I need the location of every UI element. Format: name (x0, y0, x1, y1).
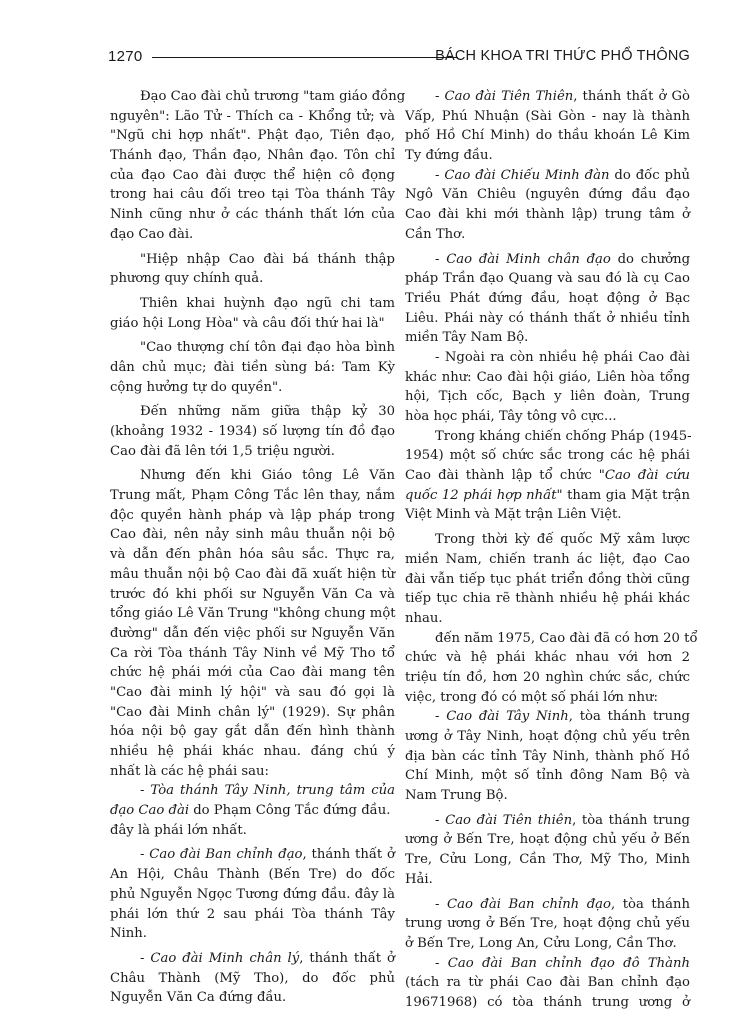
text-line: - Tòa thánh Tây Ninh, trung tâm của (140, 783, 395, 799)
text-line: hội, Tịch cốc, Bạch y liên đoàn, Trung (405, 389, 690, 405)
text-line: Thiên khai huỳnh đạo ngũ chi tam (140, 295, 395, 311)
text-line: Cao đài, nên nảy sinh mâu thuẫn nội bộ (110, 527, 395, 543)
text-line: - Cao đài Minh chân lý, thánh thất ở (140, 950, 395, 966)
left-column (110, 87, 406, 1008)
text-line: đài vẫn tiếp tục phát triển đồng thời cũng (405, 571, 690, 587)
text-line: - Cao đài Chiếu Minh đàn do đốc phủ (435, 167, 690, 183)
text-line: Ty đứng đầu. (405, 148, 493, 164)
text-line: - Ngoài ra còn nhiều hệ phái Cao đài (435, 349, 690, 365)
text-line: tiếp tục chia rẽ thành nhiều hệ phái khác (405, 591, 690, 607)
text-line: ở Bến Tre, Long An, Cửu Long, Cần Thơ. (405, 935, 677, 951)
text-line: ương ở Tây Ninh, hoạt động chủ yếu trên (405, 729, 690, 744)
text-line: Ninh cũng như ở các thánh thất lớn của (110, 207, 395, 223)
text-line: đạo Cao đài do Phạm Công Tắc đứng đầu. (110, 803, 391, 819)
text-line: Ninh. (110, 926, 147, 942)
right-column (405, 87, 698, 1013)
text-line: Cần Thơ. (405, 226, 466, 242)
text-line: chức hệ phái mới của Cao đài mang tên (110, 665, 395, 681)
text-line: Nguyễn Văn Ca đứng đầu. (110, 990, 287, 1006)
running-title: BÁCH KHOA TRI THỨC PHỔ THÔNG (435, 48, 690, 64)
text-line: địa bàn các tỉnh Tây Ninh, thành phố Hồ (405, 748, 690, 764)
text-line: nguyên": Lão Tử - Thích ca - Khổng tử; và (110, 108, 395, 124)
text-line: "Ngũ chi hợp nhất". Phật đạo, Tiên đạo, (110, 128, 395, 144)
text-line: Cao đài khi mới thành lập) trung tâm ở (405, 207, 690, 223)
text-line: đến năm 1975, Cao đài đã có hơn 20 tổ (435, 630, 698, 646)
text-line: nhất là các hệ phái sau: (110, 763, 269, 779)
text-line: việc, trong đó có một số phái lớn như: (405, 689, 658, 705)
text-line: Trong thời kỳ đế quốc Mỹ xâm lược (435, 532, 690, 548)
text-line: "Hiệp nhập Cao đài bá thánh thập (140, 251, 395, 267)
text-line: - Cao đài Ban chỉnh đạo, thánh thất ở (140, 847, 395, 863)
text-line: 1954) một số chức sắc trong các hệ phái (405, 448, 690, 464)
text-line: Châu Thành (Mỹ Tho), do đốc phủ (110, 970, 395, 986)
text-line: nhiều hệ phái khác nhau. đáng chú ý (110, 744, 395, 759)
text-line: giáo hội Long Hòa" và câu đối thứ hai là" (110, 315, 385, 331)
text-line: Trong kháng chiến chống Pháp (1945- (435, 428, 692, 444)
text-line: cộng hưởng tự do quyền". (110, 379, 283, 395)
text-line: Ca rời Tòa thánh Tây Ninh về Mỹ Tho tổ (110, 645, 395, 661)
text-line: - Cao đài Tây Ninh, tòa thánh trung (435, 709, 691, 725)
text-line: dân chủ mục; đài tiền sùng bá: Tam Kỳ (110, 359, 395, 375)
text-line: ương ở Bến Tre, hoạt động chủ yếu ở Bến (405, 832, 690, 848)
text-line: độc quyền hành pháp và lập pháp trong (110, 507, 395, 523)
text-line: hòa học phái, Tây tông vô cực... (405, 409, 617, 424)
text-line: và dẫn đến phân hóa sâu sắc. Thực ra, (110, 547, 395, 563)
text-line: Trung mất, Phạm Công Tắc lên thay, nắm (110, 488, 395, 504)
text-line: Liêu. Phái này có thánh thất ở nhiều tỉnh (405, 310, 690, 326)
text-line: - Cao đài Ban chỉnh đạo, tòa thánh (435, 896, 690, 912)
text-line: phương quy chính quả. (110, 271, 264, 287)
page-number: 1270 (108, 48, 143, 65)
text-line: Hải. (405, 871, 433, 887)
text-line: của đạo Cao đài được thể hiện cô đọng (110, 167, 395, 183)
text-line: hóa nội bộ gay gắt dẫn đến hình thành (110, 724, 395, 740)
text-line: (khoảng 1932 - 1934) số lượng tín đồ đạo (110, 424, 395, 439)
text-line: miền Tây Nam Bộ. (405, 330, 529, 346)
text-line: "Cao đài Minh chân lý" (1929). Sự phân (110, 704, 395, 720)
text-line: Vấp, Phú Nhuận (Sài Gòn - nay là thành (405, 108, 690, 124)
text-line: nhau. (405, 610, 443, 626)
text-line: Nhưng đến khi Giáo tông Lê Văn (140, 468, 395, 484)
page-header (108, 46, 690, 70)
text-line: - Cao đài Tiên Thiên, thánh thất ở Gò (435, 89, 690, 104)
text-line: An Hội, Châu Thành (Bến Tre) do đốc (110, 867, 395, 883)
text-line: (tách ra từ phái Cao đài Ban chỉnh đạo (405, 975, 690, 991)
text-line: trung ương ở Bến Tre, hoạt động chủ yếu (405, 916, 690, 932)
text-line: Nam Trung Bộ. (405, 788, 508, 804)
text-line: khác như: Cao đài hội giáo, Liên hòa tổng (405, 369, 690, 385)
text-line: trước đó khi phối sư Nguyễn Văn Ca và (110, 586, 395, 602)
text-line: phủ Nguyễn Ngọc Tương đứng đầu. đây là (110, 886, 395, 902)
text-line: trong hai câu đối treo tại Tòa thánh Tây (110, 187, 395, 203)
text-line: phái lớn thứ 2 sau phái Tòa thánh Tây (110, 906, 395, 922)
text-line: quốc 12 phái hợp nhất" tham gia Mặt trận (405, 487, 690, 503)
text-line: Chí Minh, một số tỉnh đông Nam Bộ và (405, 768, 690, 784)
text-line: miền Nam, chiến tranh ác liệt, đạo Cao (405, 551, 690, 567)
text-line: Ngô Văn Chiêu (nguyên đứng đầu đạo (405, 187, 690, 203)
text-line: tổng giáo Lê Văn Trung "không chung một (110, 606, 396, 622)
text-line: pháp Trần đạo Quang và sau đó là cụ Cao (405, 271, 690, 287)
text-line: - Cao đài Tiên thiên, tòa thánh trung (435, 812, 691, 828)
text-line: "Cao thượng chí tôn đại đạo hòa bình (140, 340, 395, 356)
text-line: Thánh đạo, Thần đạo, Nhân đạo. Tôn chỉ (110, 148, 395, 164)
text-line: Việt Minh và Mặt trận Liên Việt. (405, 507, 622, 523)
text-line: 19671968) có tòa thánh trung ương ở (405, 994, 690, 1010)
text-line: đây là phái lớn nhất. (110, 822, 247, 838)
text-line: triệu tín đồ, hơn 20 nghìn chức sắc, chức (405, 669, 690, 685)
text-line: mâu thuẫn nội bộ Cao đài đã xuất hiện từ (110, 566, 395, 582)
text-line: Triều Phát đứng đầu, hoạt động ở Bạc (405, 290, 690, 306)
text-line: - Cao đài Minh chân đạo do chưởng (435, 251, 691, 267)
text-line: "Cao đài minh lý hội" và sau đó gọi là (110, 684, 395, 700)
text-line: Tre, Cửu Long, Cần Thơ, Mỹ Tho, Minh (405, 852, 690, 868)
text-line: chức và hệ phái khác nhau với hơn 2 (405, 650, 690, 666)
text-line: Đến những năm giữa thập kỷ 30 (140, 404, 395, 420)
text-line: đạo Cao đài. (110, 226, 194, 242)
text-line: Đạo Cao đài chủ trương "tam giáo đồng (140, 89, 406, 104)
text-line: Cao đài đã lên tới 1,5 triệu người. (110, 443, 335, 459)
text-line: - Cao đài Ban chỉnh đạo đô Thành (435, 955, 690, 971)
text-line: Cao đài thành lập tổ chức "Cao đài cứu (405, 468, 691, 484)
header-rule (152, 57, 458, 58)
text-line: phố Hồ Chí Minh) do thầu khoán Lê Kim (405, 128, 690, 144)
text-line: đường" dẫn đến việc phối sư Nguyễn Văn (110, 625, 395, 641)
